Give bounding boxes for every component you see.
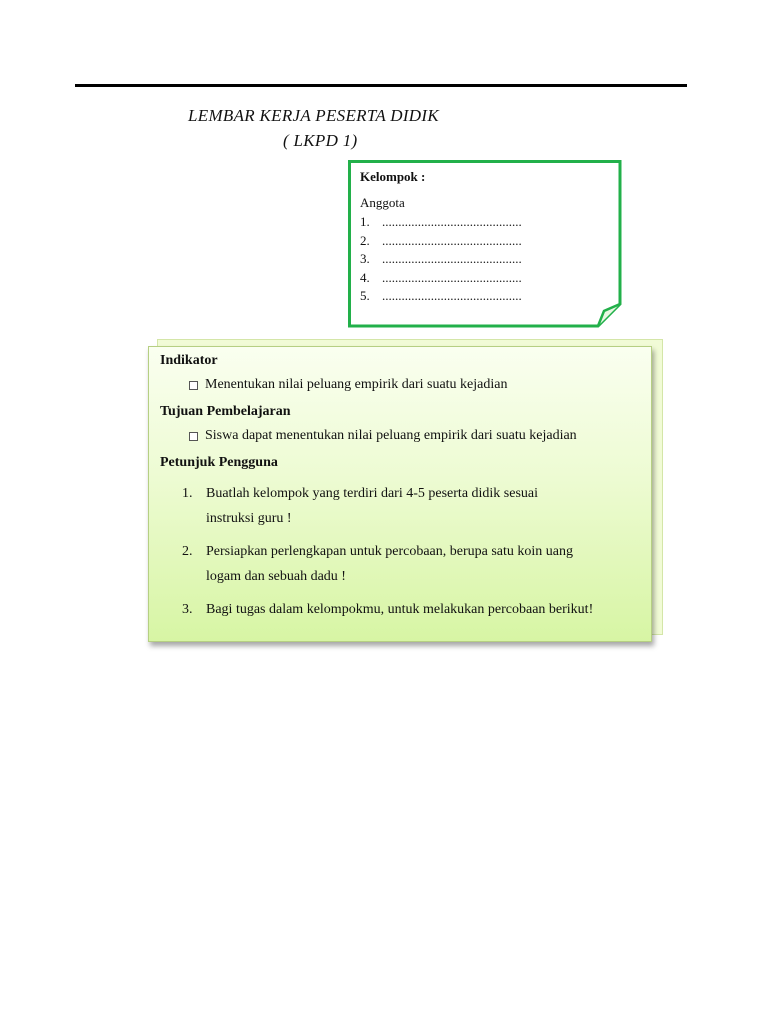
- page-subtitle: ( LKPD 1): [283, 131, 358, 150]
- guide-step: [182, 481, 641, 531]
- member-row[interactable]: [360, 232, 522, 251]
- step-text-line: Bagi tugas dalam kelompokmu, untuk melakukan percobaan berikut!: [206, 602, 594, 617]
- step-text-line: logam dan sebuah dadu !: [206, 569, 346, 584]
- step-number: 3.: [182, 602, 193, 617]
- top-rule: [75, 84, 687, 87]
- page-title: LEMBAR KERJA PESERTA DIDIK: [188, 106, 439, 125]
- member-blank: ...........................................: [382, 232, 522, 248]
- member-row[interactable]: [360, 269, 522, 288]
- checkbox-icon[interactable]: [189, 432, 198, 441]
- member-number: 1.: [360, 214, 370, 229]
- indicator-text: Menentukan nilai peluang empirik dari suatu kejadian: [205, 377, 508, 392]
- step-number: 2.: [182, 544, 193, 559]
- member-blank: ...........................................: [382, 251, 522, 266]
- member-number: 5.: [360, 288, 370, 303]
- member-blank: ...........................................: [382, 269, 522, 285]
- guide-title: Petunjuk Pengguna: [160, 455, 278, 470]
- member-row[interactable]: [360, 213, 522, 232]
- goal-text: Siswa dapat menentukan nilai peluang empirik dari suatu kejadian: [205, 428, 577, 443]
- member-row[interactable]: [360, 287, 522, 306]
- indicator-title: Indikator: [160, 353, 218, 368]
- member-row[interactable]: [360, 250, 522, 269]
- members-label: Anggota: [360, 195, 405, 210]
- member-blank: ...........................................: [382, 288, 522, 303]
- member-number: 3.: [360, 251, 370, 266]
- checkbox-icon[interactable]: [189, 381, 198, 390]
- step-text-line: Persiapkan perlengkapan untuk percobaan, berupa satu koin uang: [206, 544, 573, 559]
- info-card: [148, 346, 652, 642]
- goal-item: [189, 426, 641, 446]
- member-blank: ...........................................: [382, 214, 522, 229]
- member-number: 2.: [360, 232, 370, 248]
- step-text-line: instruksi guru !: [206, 511, 292, 526]
- guide-step: [182, 597, 641, 622]
- goal-title: Tujuan Pembelajaran: [160, 404, 291, 419]
- step-number: 1.: [182, 486, 193, 501]
- group-card: [348, 160, 618, 324]
- group-heading: Kelompok :: [360, 169, 426, 184]
- indicator-item: [189, 375, 641, 395]
- member-number: 4.: [360, 269, 370, 285]
- step-text-line: Buatlah kelompok yang terdiri dari 4-5 peserta didik sesuai: [206, 486, 539, 501]
- guide-step: [182, 539, 641, 589]
